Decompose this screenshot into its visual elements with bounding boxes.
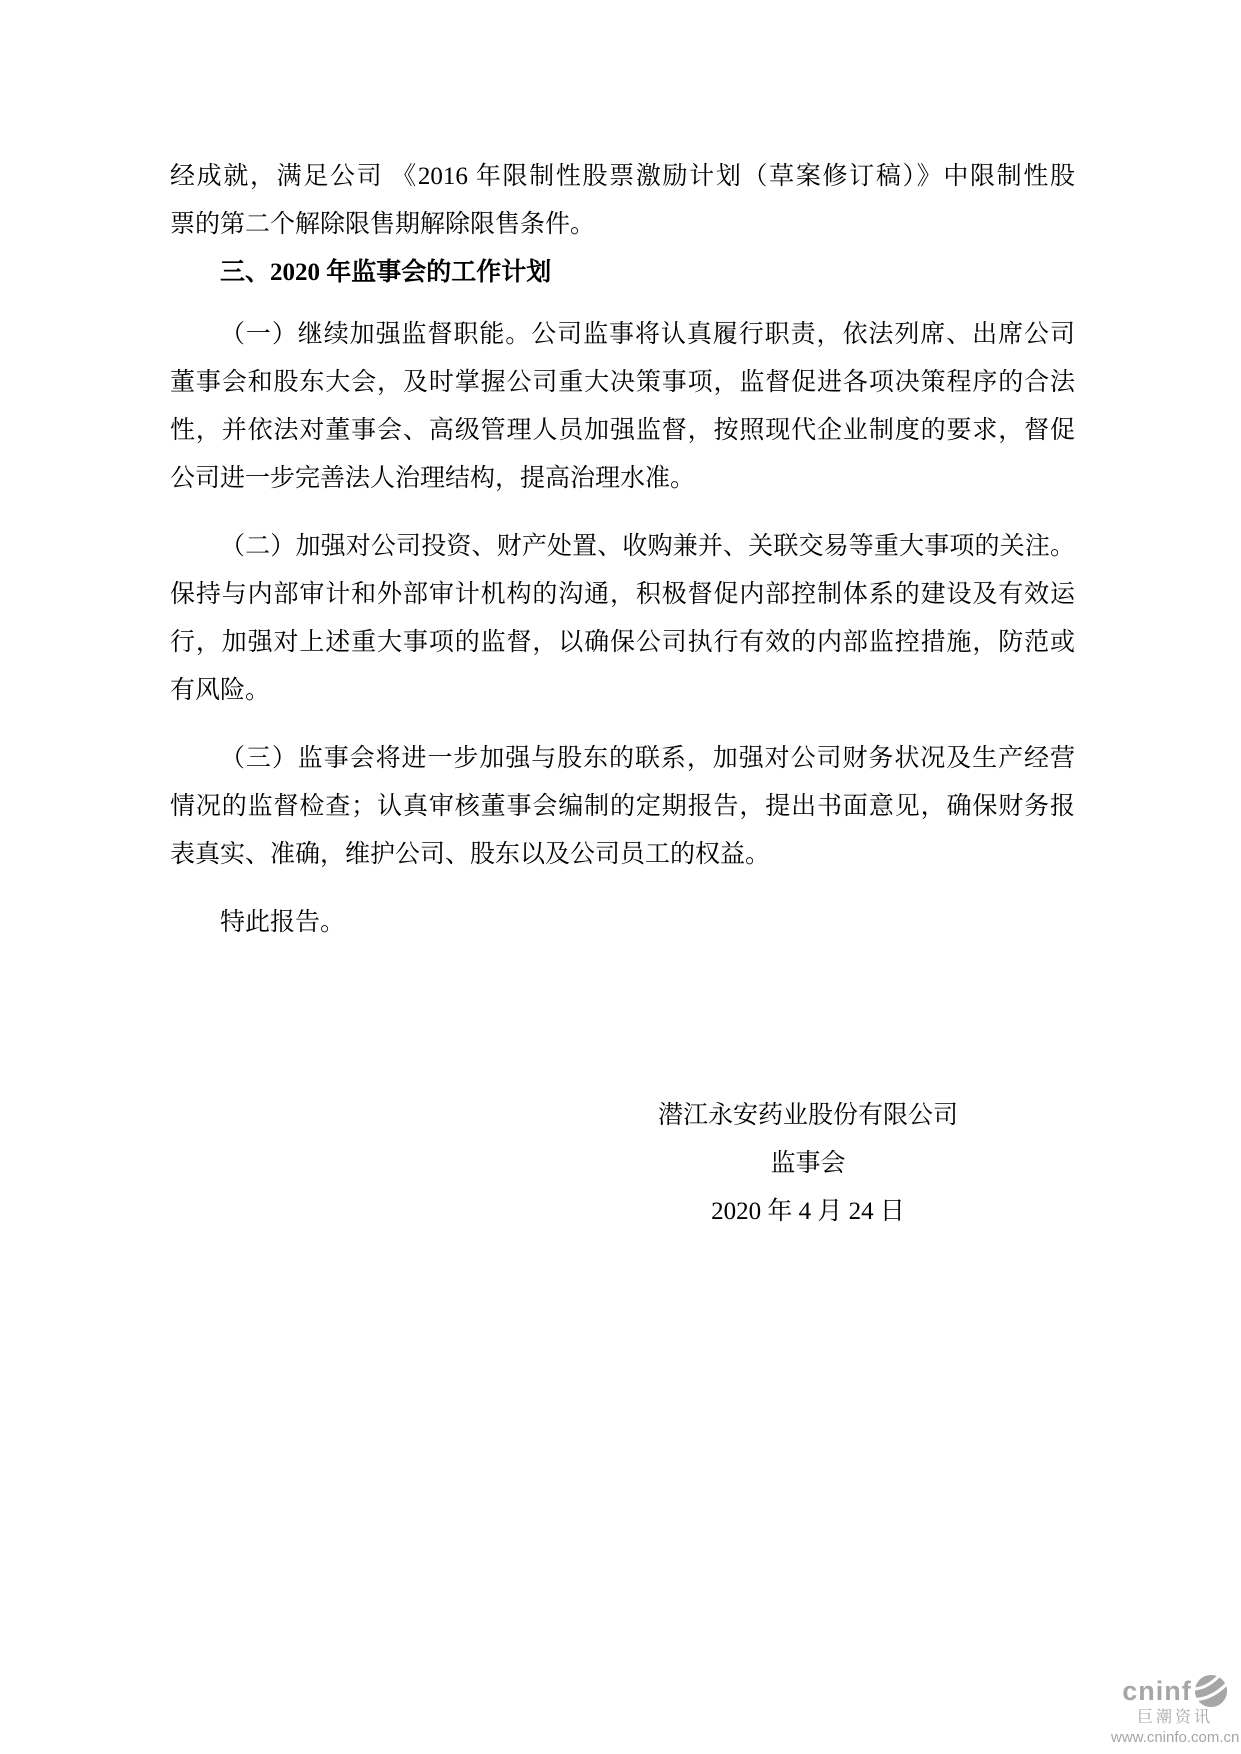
doc-line: 性，并依法对董事会、高级管理人员加强监督，按照现代企业制度的要求，督促	[170, 417, 1075, 444]
paragraph-2	[170, 523, 1075, 715]
doc-line: 情况的监督检查；认真审核董事会编制的定期报告，提出书面意见，确保财务报	[170, 793, 1075, 820]
doc-line: 保持与内部审计和外部审计机构的沟通，积极督促内部控制体系的建设及有效运	[170, 581, 1075, 608]
doc-line: （一）继续加强监督职能。公司监事将认真履行职责，依法列席、出席公司	[220, 321, 1075, 348]
doc-line: 有风险。	[170, 677, 271, 704]
committee-name: 监事会	[770, 1150, 846, 1177]
paragraph-3	[170, 735, 1075, 879]
closing-paragraph	[170, 899, 1075, 947]
globe-icon	[1194, 1674, 1228, 1708]
doc-line: 董事会和股东大会，及时掌握公司重大决策事项，监督促进各项决策程序的合法	[170, 369, 1075, 396]
section-heading: 三、2020 年监事会的工作计划	[220, 259, 552, 286]
paragraph-continuation	[170, 153, 1075, 249]
cninfo-logo	[1111, 1674, 1239, 1745]
closing-line: 特此报告。	[220, 909, 346, 936]
cninfo-brand-text: cninf	[1122, 1675, 1192, 1706]
paragraph-1	[170, 311, 1075, 503]
doc-line: 公司进一步完善法人治理结构，提高治理水准。	[170, 465, 696, 492]
body-text	[170, 153, 1075, 1236]
signature-block	[653, 1092, 963, 1236]
doc-line: 经成就，满足公司 《2016 年限制性股票激励计划（草案修订稿）》中限制性股	[170, 163, 1075, 190]
doc-line: 行，加强对上述重大事项的监督，以确保公司执行有效的内部监控措施，防范或	[170, 629, 1075, 656]
doc-line: 表真实、准确，维护公司、股东以及公司员工的权益。	[170, 841, 771, 868]
company-name: 潜江永安药业股份有限公司	[657, 1102, 958, 1129]
doc-line: （二）加强对公司投资、财产处置、收购兼并、关联交易等重大事项的关注。	[220, 533, 1075, 560]
cninfo-brand-row	[1111, 1674, 1239, 1708]
report-date: 2020 年 4 月 24 日	[711, 1198, 905, 1225]
doc-line: 票的第二个解除限售期解除限售条件。	[170, 211, 596, 238]
cninfo-website-url: www.cninfo.com.cn	[1111, 1729, 1240, 1746]
cninfo-chinese-name: 巨潮资讯	[1136, 1709, 1213, 1726]
doc-line: （三）监事会将进一步加强与股东的联系，加强对公司财务状况及生产经营	[220, 745, 1075, 772]
